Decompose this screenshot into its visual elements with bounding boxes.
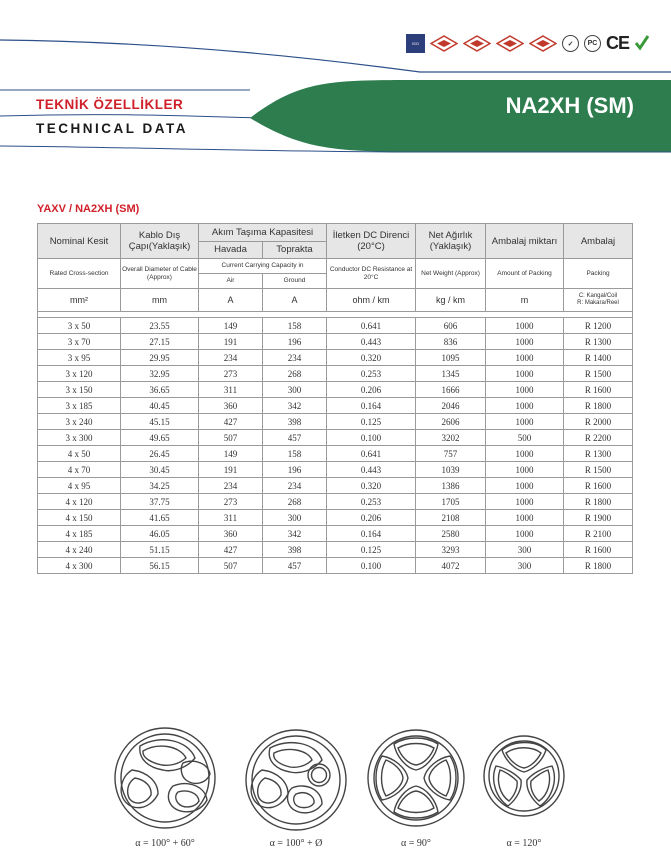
cell-weight: 1039	[416, 462, 486, 478]
cell-diameter: 40.45	[121, 398, 199, 414]
table-row	[38, 414, 633, 430]
cell-amount: 1000	[486, 494, 564, 510]
cell-air: 427	[199, 542, 263, 558]
diagram-caption-3: α = 90°	[401, 838, 431, 849]
pc-mark-icon: PC	[584, 35, 601, 52]
header-en-capacity: Current Carrying Capacity in	[199, 259, 327, 274]
cell-weight: 1705	[416, 494, 486, 510]
cell-nominal: 3 x 50	[38, 318, 121, 334]
cross-section-3-plus-half	[115, 728, 215, 828]
cell-ground: 457	[263, 430, 327, 446]
certification-logos	[406, 33, 650, 54]
quality-badge-icon: ISO	[406, 34, 425, 53]
cell-amount: 1000	[486, 526, 564, 542]
unit-packing-coil: C: Kangal/Coil	[578, 293, 618, 299]
cell-air: 311	[199, 510, 263, 526]
cell-air: 427	[199, 414, 263, 430]
cell-diameter: 46.05	[121, 526, 199, 542]
cell-nominal: 3 x 185	[38, 398, 121, 414]
cell-nominal: 3 x 150	[38, 382, 121, 398]
cell-nominal: 4 x 240	[38, 542, 121, 558]
tse-diamond-icon	[529, 35, 557, 52]
header-packing: Ambalaj	[564, 224, 633, 259]
cell-air: 191	[199, 334, 263, 350]
header-ground: Toprakta	[263, 241, 327, 259]
cell-ground: 342	[263, 398, 327, 414]
table-row	[38, 366, 633, 382]
header-en-amount: Amount of Packing	[486, 259, 564, 289]
cell-packing: R 1800	[564, 558, 633, 574]
diagram-caption-4: α = 120°	[506, 838, 542, 849]
cell-diameter: 27.15	[121, 334, 199, 350]
cell-air: 149	[199, 446, 263, 462]
table-row	[38, 510, 633, 526]
cell-ground: 457	[263, 558, 327, 574]
cell-weight: 3202	[416, 430, 486, 446]
cell-packing: R 1800	[564, 494, 633, 510]
cell-diameter: 34.25	[121, 478, 199, 494]
unit-packing-reel: R: Makara/Reel	[577, 300, 619, 306]
cell-ground: 300	[263, 382, 327, 398]
header-air: Havada	[199, 241, 263, 259]
cell-ground: 398	[263, 542, 327, 558]
cell-ground: 196	[263, 334, 327, 350]
cell-weight: 3293	[416, 542, 486, 558]
cell-resistance: 0.443	[327, 334, 416, 350]
cell-weight: 1345	[416, 366, 486, 382]
unit-diameter: mm	[121, 289, 199, 312]
table-row	[38, 558, 633, 574]
cell-amount: 1000	[486, 478, 564, 494]
cell-packing: R 1800	[564, 398, 633, 414]
tse-diamond-icon	[463, 35, 491, 52]
cell-amount: 1000	[486, 382, 564, 398]
cell-nominal: 3 x 300	[38, 430, 121, 446]
unit-air: A	[199, 289, 263, 312]
cell-nominal: 4 x 150	[38, 510, 121, 526]
tse-diamond-icon	[430, 35, 458, 52]
cell-resistance: 0.253	[327, 366, 416, 382]
cell-amount: 1000	[486, 318, 564, 334]
cell-nominal: 4 x 50	[38, 446, 121, 462]
cross-section-4-core-90	[368, 730, 464, 826]
cell-packing: R 1500	[564, 462, 633, 478]
header-en-weight: Net Weight (Approx)	[416, 259, 486, 289]
ce-mark-icon: CE	[606, 33, 630, 53]
title-english: TECHNICAL DATA	[36, 121, 188, 136]
cell-resistance: 0.100	[327, 430, 416, 446]
cell-amount: 1000	[486, 334, 564, 350]
cell-weight: 836	[416, 334, 486, 350]
cell-air: 273	[199, 494, 263, 510]
cell-resistance: 0.206	[327, 382, 416, 398]
cell-nominal: 4 x 185	[38, 526, 121, 542]
header-resistance: İletken DC Direnci (20°C)	[327, 224, 416, 259]
cell-air: 149	[199, 318, 263, 334]
cell-resistance: 0.164	[327, 398, 416, 414]
cell-weight: 1666	[416, 382, 486, 398]
cell-resistance: 0.100	[327, 558, 416, 574]
cell-packing: R 1400	[564, 350, 633, 366]
cell-resistance: 0.641	[327, 446, 416, 462]
cell-ground: 234	[263, 350, 327, 366]
cell-diameter: 23.55	[121, 318, 199, 334]
cell-weight: 606	[416, 318, 486, 334]
cell-diameter: 56.15	[121, 558, 199, 574]
cell-packing: R 1200	[564, 318, 633, 334]
header-decoration	[0, 0, 671, 160]
header-diameter: Kablo Dış Çapı(Yaklaşık)	[121, 224, 199, 259]
cell-air: 507	[199, 430, 263, 446]
table-row	[38, 382, 633, 398]
cell-nominal: 4 x 70	[38, 462, 121, 478]
cell-nominal: 3 x 240	[38, 414, 121, 430]
cell-air: 234	[199, 478, 263, 494]
table-row	[38, 318, 633, 334]
cell-diameter: 36.65	[121, 382, 199, 398]
cell-ground: 268	[263, 366, 327, 382]
header-en-air: Air	[199, 274, 263, 289]
cell-ground: 234	[263, 478, 327, 494]
cell-weight: 2046	[416, 398, 486, 414]
cell-weight: 757	[416, 446, 486, 462]
table-row	[38, 430, 633, 446]
cell-amount: 1000	[486, 510, 564, 526]
cell-amount: 300	[486, 558, 564, 574]
header-amount: Ambalaj miktarı	[486, 224, 564, 259]
header-capacity: Akım Taşıma Kapasitesi	[199, 224, 327, 242]
cell-resistance: 0.125	[327, 414, 416, 430]
cell-amount: 500	[486, 430, 564, 446]
rohs-check-icon	[634, 34, 650, 54]
cell-ground: 300	[263, 510, 327, 526]
table-row	[38, 478, 633, 494]
cell-packing: R 2100	[564, 526, 633, 542]
cell-air: 507	[199, 558, 263, 574]
cell-air: 234	[199, 350, 263, 366]
technical-data-table	[37, 223, 633, 574]
cell-packing: R 1600	[564, 478, 633, 494]
cell-amount: 1000	[486, 350, 564, 366]
cell-resistance: 0.641	[327, 318, 416, 334]
cell-amount: 1000	[486, 462, 564, 478]
cell-weight: 2580	[416, 526, 486, 542]
unit-weight: kg / km	[416, 289, 486, 312]
unit-resistance: ohm / km	[327, 289, 416, 312]
cell-ground: 398	[263, 414, 327, 430]
header-nominal: Nominal Kesit	[38, 224, 121, 259]
title-turkish: TEKNİK ÖZELLİKLER	[36, 97, 184, 112]
table-row	[38, 398, 633, 414]
unit-ground: A	[263, 289, 327, 312]
cross-section-3-core-120	[484, 736, 564, 816]
cell-resistance: 0.253	[327, 494, 416, 510]
cell-diameter: 30.45	[121, 462, 199, 478]
table-row	[38, 542, 633, 558]
check-circle-icon: ✓	[562, 35, 579, 52]
cell-diameter: 37.75	[121, 494, 199, 510]
cell-diameter: 41.65	[121, 510, 199, 526]
unit-packing	[564, 289, 633, 312]
cell-air: 360	[199, 526, 263, 542]
cell-amount: 1000	[486, 446, 564, 462]
diagram-caption-2: α = 100° + Ø	[269, 838, 323, 849]
cell-resistance: 0.320	[327, 478, 416, 494]
cell-diameter: 32.95	[121, 366, 199, 382]
header-en-resistance: Conductor DC Resistance at 20°C	[327, 259, 416, 289]
cell-amount: 1000	[486, 366, 564, 382]
cell-weight: 1095	[416, 350, 486, 366]
cell-packing: R 1600	[564, 382, 633, 398]
cell-ground: 158	[263, 446, 327, 462]
diagram-caption-1: α = 100° + 60°	[135, 838, 195, 849]
table-body	[38, 318, 633, 574]
cell-resistance: 0.164	[327, 526, 416, 542]
cell-diameter: 51.15	[121, 542, 199, 558]
cell-ground: 158	[263, 318, 327, 334]
cell-packing: R 1900	[564, 510, 633, 526]
tse-diamond-icon	[496, 35, 524, 52]
cell-diameter: 45.15	[121, 414, 199, 430]
cell-diameter: 29.95	[121, 350, 199, 366]
cell-ground: 268	[263, 494, 327, 510]
table-row	[38, 526, 633, 542]
product-code: NA2XH (SM)	[505, 93, 634, 118]
cell-packing: R 2000	[564, 414, 633, 430]
cell-resistance: 0.206	[327, 510, 416, 526]
cell-weight: 4072	[416, 558, 486, 574]
cell-diameter: 26.45	[121, 446, 199, 462]
cell-resistance: 0.320	[327, 350, 416, 366]
cell-nominal: 4 x 300	[38, 558, 121, 574]
cell-weight: 1386	[416, 478, 486, 494]
cell-packing: R 1300	[564, 334, 633, 350]
cell-amount: 1000	[486, 414, 564, 430]
cell-amount: 300	[486, 542, 564, 558]
table-row	[38, 462, 633, 478]
cell-packing: R 1600	[564, 542, 633, 558]
table-row	[38, 494, 633, 510]
section-title: YAXV / NA2XH (SM)	[37, 203, 140, 215]
header-en-ground: Ground	[263, 274, 327, 289]
table-row	[38, 350, 633, 366]
cell-ground: 342	[263, 526, 327, 542]
cell-packing: R 2200	[564, 430, 633, 446]
header-weight: Net Ağırlık (Yaklaşık)	[416, 224, 486, 259]
cell-nominal: 3 x 95	[38, 350, 121, 366]
cell-ground: 196	[263, 462, 327, 478]
header-en-packing: Packing	[564, 259, 633, 289]
cell-air: 273	[199, 366, 263, 382]
cell-diameter: 49.65	[121, 430, 199, 446]
table-row	[38, 334, 633, 350]
cell-air: 311	[199, 382, 263, 398]
header-en-nominal: Rated Cross-section	[38, 259, 121, 289]
cell-resistance: 0.443	[327, 462, 416, 478]
cell-packing: R 1300	[564, 446, 633, 462]
unit-amount: m	[486, 289, 564, 312]
cell-nominal: 4 x 120	[38, 494, 121, 510]
cell-air: 191	[199, 462, 263, 478]
cell-nominal: 4 x 95	[38, 478, 121, 494]
table-row	[38, 446, 633, 462]
cell-resistance: 0.125	[327, 542, 416, 558]
cell-packing: R 1500	[564, 366, 633, 382]
cell-nominal: 3 x 70	[38, 334, 121, 350]
cell-weight: 2606	[416, 414, 486, 430]
header-en-diameter: Overall Diameter of Cable (Approx)	[121, 259, 199, 289]
cross-section-3-plus-round	[246, 730, 346, 830]
unit-nominal: mm²	[38, 289, 121, 312]
cell-nominal: 3 x 120	[38, 366, 121, 382]
cell-amount: 1000	[486, 398, 564, 414]
cell-air: 360	[199, 398, 263, 414]
cell-weight: 2108	[416, 510, 486, 526]
